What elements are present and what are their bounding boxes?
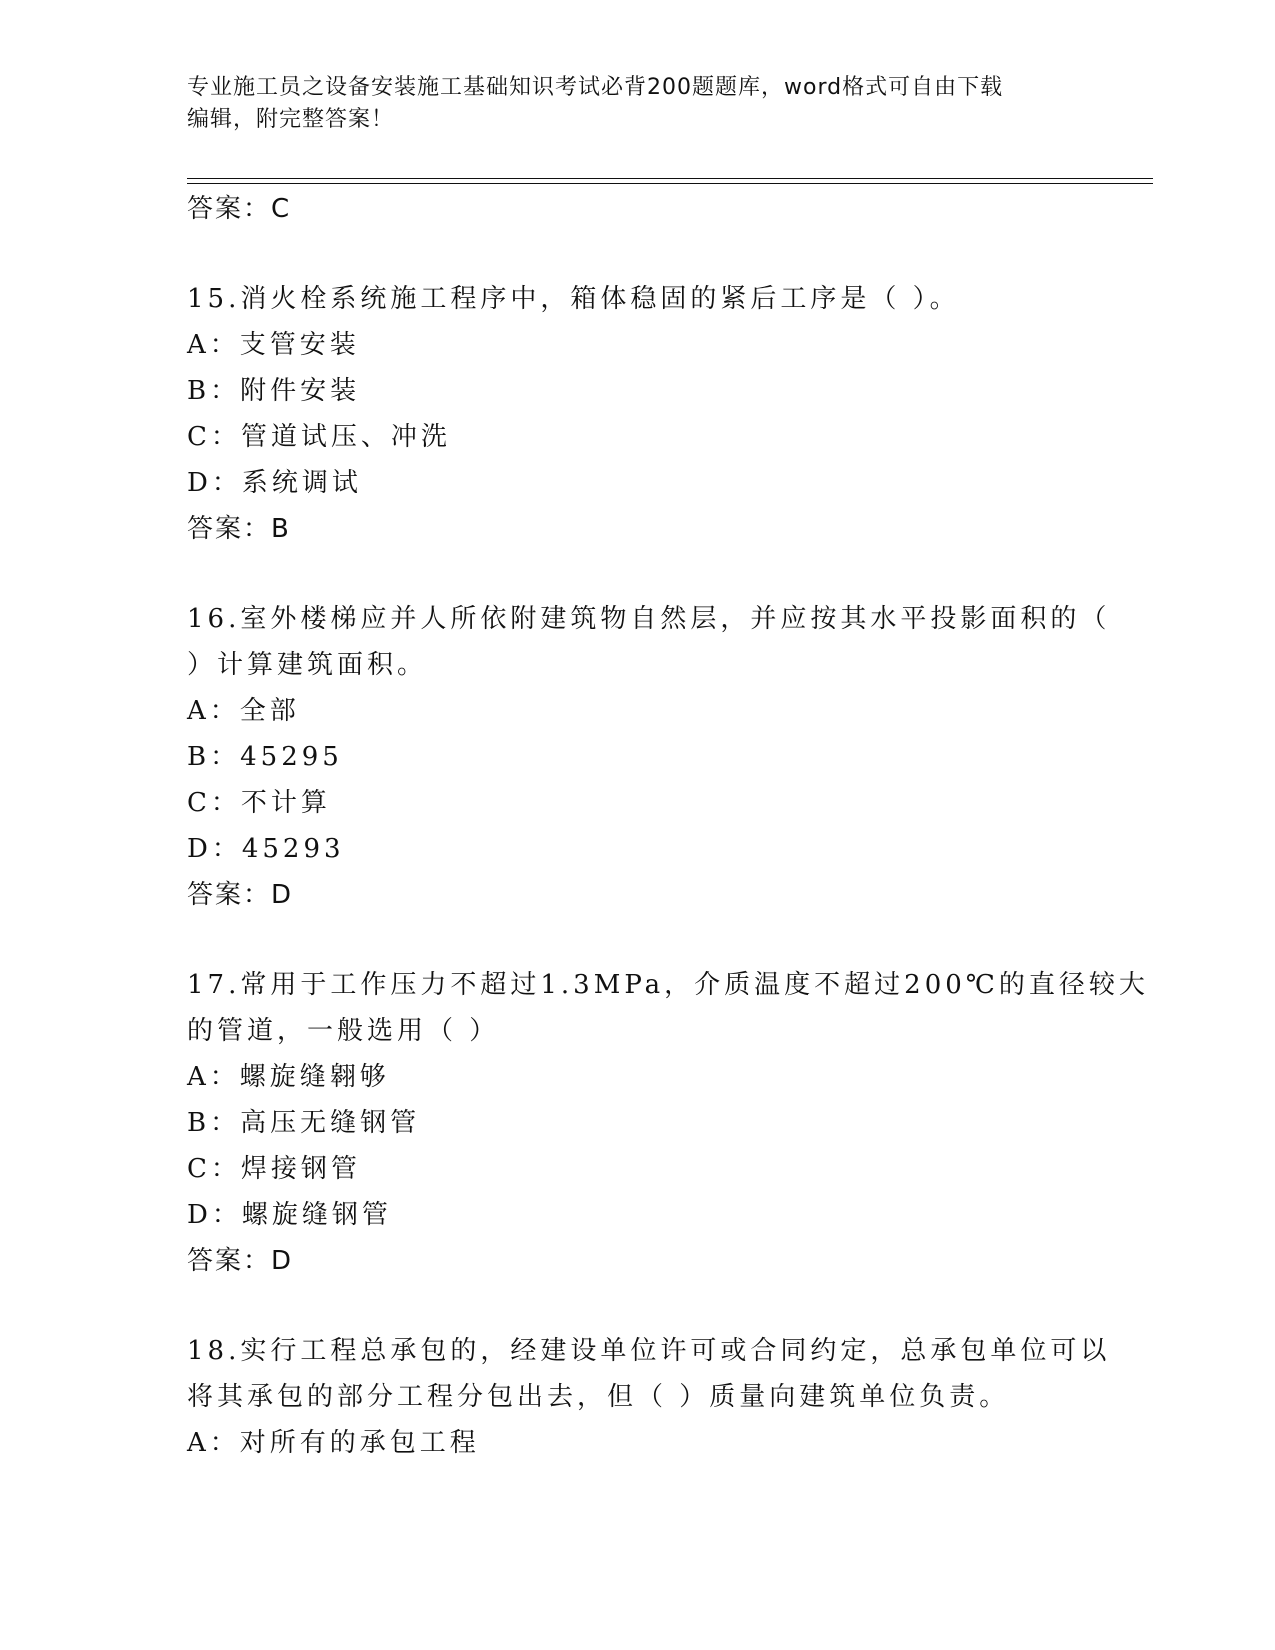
answer-line: 答案：C [187,194,292,224]
question-15 [187,276,1087,552]
option-d: D：45293 [187,834,345,864]
option-b: B：高压无缝钢管 [187,1108,421,1138]
header-divider-bottom [187,183,1153,184]
answer-line: 答案：B [187,514,291,544]
option-c: C：不计算 [187,788,331,818]
option-d: D：系统调试 [187,468,362,498]
option-b: B：45295 [187,742,343,772]
option-a: A：支管安装 [187,330,360,360]
option-c: C：焊接钢管 [187,1154,361,1184]
option-a: A：螺旋缝翱够 [187,1062,390,1092]
question-16 [187,596,1111,918]
header-divider-top [187,178,1153,179]
option-c: C：管道试压、冲洗 [187,422,451,452]
question-stem: 18.实行工程总承包的，经建设单位许可或合同约定，总承包单位可以 [187,1336,1111,1366]
document-header [187,72,1067,136]
question-stem-cont: 的管道，一般选用（ ） [187,1016,500,1046]
question-stem: 16.室外楼梯应并人所依附建筑物自然层，并应按其水平投影面积的（ [187,604,1111,634]
question-stem-cont: 将其承包的部分工程分包出去，但（ ）质量向建筑单位负责。 [187,1382,1010,1412]
option-a: A：全部 [187,696,300,726]
header-line-1: 专业施工员之设备安装施工基础知识考试必背200题题库，word格式可自由下载 [187,75,1004,100]
answer-line: 答案：D [187,880,294,910]
option-a: A：对所有的承包工程 [187,1428,480,1458]
question-18 [187,1328,1111,1466]
option-b: B：附件安装 [187,376,361,406]
question-stem: 17.常用于工作压力不超过1.3MPa，介质温度不超过200℃的直径较大 [187,970,1149,1000]
header-line-2: 编辑，附完整答案！ [187,107,395,132]
question-list [187,186,1149,1466]
question-stem-cont: ）计算建筑面积。 [187,650,428,680]
option-d: D：螺旋缝钢管 [187,1200,392,1230]
answer-line: 答案：D [187,1246,294,1276]
question-17 [187,962,1149,1284]
question-stem: 15.消火栓系统施工程序中，箱体稳固的紧后工序是（ ）。 [187,284,960,314]
